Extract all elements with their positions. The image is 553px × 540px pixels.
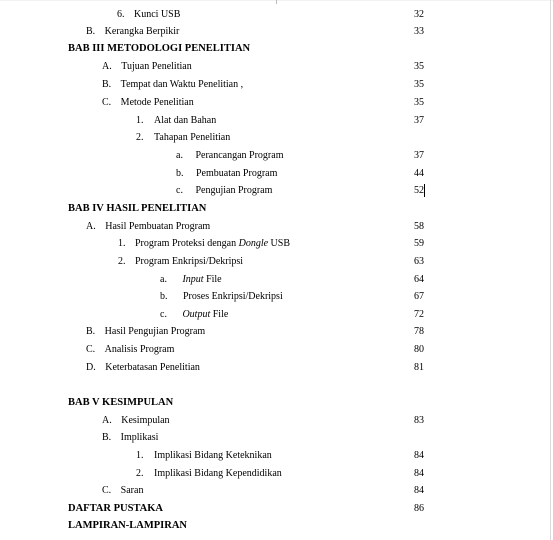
toc-number: 1. <box>136 115 144 126</box>
toc-number: c. <box>160 309 167 320</box>
toc-number: 2. <box>136 132 144 143</box>
toc-number: C. <box>86 344 96 355</box>
toc-number: b. <box>160 291 168 302</box>
toc-number: B. <box>102 79 112 90</box>
toc-entry[interactable] <box>118 237 290 251</box>
toc-number: B. <box>86 326 96 337</box>
toc-entry[interactable] <box>86 220 210 234</box>
toc-label-after: USB <box>268 238 290 249</box>
toc-entry[interactable] <box>86 325 205 339</box>
toc-page-number: 44 <box>414 168 424 179</box>
toc-page-number: 64 <box>414 274 424 285</box>
toc-page-number: 67 <box>414 291 424 302</box>
toc-entry[interactable] <box>176 184 272 198</box>
toc-entry[interactable] <box>117 8 180 22</box>
toc-page-number: 37 <box>414 150 424 161</box>
toc-entry[interactable] <box>176 149 283 163</box>
toc-entry[interactable] <box>86 25 179 39</box>
toc-label: Saran <box>120 485 144 496</box>
toc-number: 1. <box>136 450 144 461</box>
toc-label-italic: Dongle <box>238 238 269 249</box>
toc-entry[interactable] <box>160 290 283 304</box>
toc-label: Perancangan Program <box>195 150 284 161</box>
toc-entry[interactable] <box>136 131 230 145</box>
toc-page-number: 84 <box>414 485 424 496</box>
toc-number: 1. <box>118 238 126 249</box>
toc-label: Tujuan Penelitian <box>121 61 192 72</box>
toc-page-number: 81 <box>414 362 424 373</box>
toc-label: Kerangka Berpikir <box>104 26 180 37</box>
toc-number: a. <box>176 150 183 161</box>
toc-label-after: File <box>210 309 229 320</box>
toc-page-number: 58 <box>414 221 424 232</box>
toc-number: a. <box>160 274 167 285</box>
toc-number: C. <box>102 97 112 108</box>
toc-page-number: 84 <box>414 450 424 461</box>
toc-entry[interactable] <box>160 308 228 322</box>
toc-page-number: 63 <box>414 256 424 267</box>
toc-label: Kunci USB <box>134 9 181 20</box>
toc-page-number: 78 <box>414 326 424 337</box>
toc-number: C. <box>102 485 112 496</box>
toc-number: b. <box>176 168 184 179</box>
toc-label: Hasil Pengujian Program <box>104 326 206 337</box>
toc-label: Proses Enkripsi/Dekripsi <box>183 291 283 302</box>
toc-entry[interactable] <box>176 167 277 181</box>
toc-label: Implikasi <box>120 432 159 443</box>
toc-entry[interactable] <box>118 255 243 269</box>
toc-number: 6. <box>117 9 125 20</box>
toc-chapter-heading[interactable]: DAFTAR PUSTAKA <box>68 503 163 514</box>
toc-entry[interactable] <box>136 449 272 463</box>
toc-page-number: 86 <box>414 503 424 514</box>
toc-page-number: 84 <box>414 468 424 479</box>
page-center-tick <box>276 0 277 4</box>
toc-label: Kesimpulan <box>121 415 170 426</box>
toc-label-after: File <box>203 274 222 285</box>
toc-entry[interactable] <box>102 96 194 110</box>
toc-page-number: 52 <box>414 185 424 196</box>
toc-chapter-heading[interactable]: BAB IV HASIL PENELITIAN <box>68 203 207 214</box>
toc-number: A. <box>102 415 112 426</box>
toc-number: A. <box>102 61 112 72</box>
toc-entry[interactable] <box>102 78 243 92</box>
toc-page-number: 35 <box>414 79 424 90</box>
toc-label: Keterbatasan Penelitian <box>105 362 200 373</box>
toc-page-number: 35 <box>414 61 424 72</box>
toc-chapter-heading[interactable]: BAB III METODOLOGI PENELITIAN <box>68 43 251 54</box>
toc-entry[interactable] <box>102 484 143 498</box>
toc-label: Metode Penelitian <box>120 97 194 108</box>
toc-number: D. <box>86 362 96 373</box>
toc-number: 2. <box>118 256 126 267</box>
toc-number: 2. <box>136 468 144 479</box>
toc-chapter-heading[interactable]: LAMPIRAN-LAMPIRAN <box>68 520 187 531</box>
toc-page-number: 32 <box>414 9 424 20</box>
toc-page-number: 59 <box>414 238 424 249</box>
toc-entry[interactable] <box>102 414 170 428</box>
toc-entry[interactable] <box>102 431 158 445</box>
toc-label-before: Program Proteksi dengan <box>135 238 239 249</box>
toc-page-number: 83 <box>414 415 424 426</box>
toc-label-italic: Output <box>182 309 211 320</box>
toc-label-italic: Input <box>182 274 204 285</box>
toc-entry[interactable] <box>136 467 282 481</box>
toc-label: Tahapan Penelitian <box>154 132 231 143</box>
toc-page-number: 35 <box>414 97 424 108</box>
toc-entry[interactable] <box>160 273 222 287</box>
toc-entry[interactable] <box>86 361 200 375</box>
text-cursor <box>424 184 425 197</box>
toc-number: c. <box>176 185 183 196</box>
toc-label: Analisis Program <box>104 344 175 355</box>
toc-entry[interactable] <box>136 114 216 128</box>
toc-label: Program Enkripsi/Dekripsi <box>135 256 244 267</box>
toc-label: Tempat dan Waktu Penelitian , <box>120 79 244 90</box>
toc-page-number: 33 <box>414 26 424 37</box>
toc-label: Implikasi Bidang Keteknikan <box>154 450 272 461</box>
toc-number: A. <box>86 221 96 232</box>
toc-chapter-heading[interactable]: BAB V KESIMPULAN <box>68 397 174 408</box>
toc-number: B. <box>102 432 112 443</box>
page-right-edge <box>550 0 551 540</box>
toc-label: Alat dan Bahan <box>154 115 217 126</box>
toc-page-number: 37 <box>414 115 424 126</box>
toc-entry[interactable] <box>102 60 192 74</box>
toc-entry[interactable] <box>86 343 174 357</box>
toc-label: Pengujian Program <box>195 185 273 196</box>
toc-label: Implikasi Bidang Kependidikan <box>154 468 282 479</box>
toc-page-number: 72 <box>414 309 424 320</box>
toc-page-number: 80 <box>414 344 424 355</box>
toc-label: Hasil Pembuatan Program <box>105 221 211 232</box>
toc-label: Pembuatan Program <box>196 168 278 179</box>
toc-number: B. <box>86 26 96 37</box>
